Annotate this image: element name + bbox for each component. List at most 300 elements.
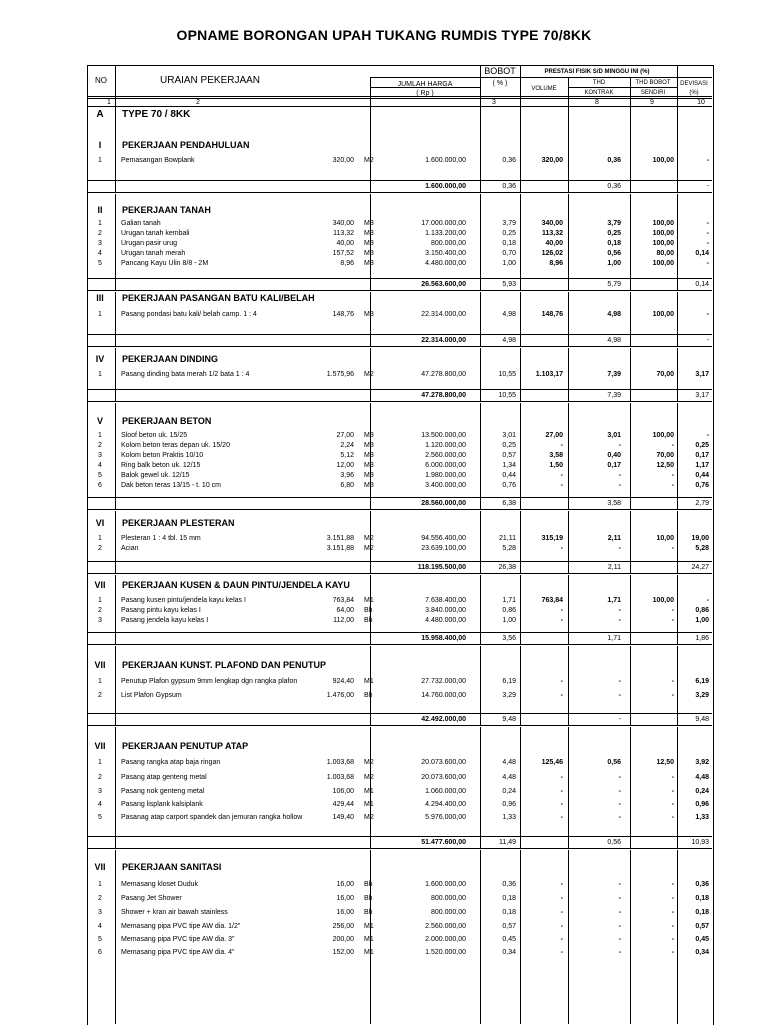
item-number: 4 xyxy=(98,923,102,930)
item-unit: M3 xyxy=(364,220,374,227)
item-thd-kontrak: - xyxy=(618,909,621,916)
section-total-thd-kontrak: - xyxy=(618,716,621,723)
column-number-2: 2 xyxy=(196,99,200,106)
item-thd-sendiri: - xyxy=(671,909,674,916)
item-description: Sloof beton uk. 15/25 xyxy=(121,432,188,439)
item-bobot: 21,11 xyxy=(499,535,516,542)
item-number: 2 xyxy=(98,442,102,449)
item-thd-kontrak: 3,01 xyxy=(607,432,621,439)
column-number-rule xyxy=(87,106,712,107)
item-bobot: 0,25 xyxy=(502,230,516,237)
item-volume: 1.103,17 xyxy=(535,371,563,378)
header-col-rule-sendiri xyxy=(677,65,678,106)
item-volume: 1,50 xyxy=(549,462,563,469)
item-quantity: 12,00 xyxy=(336,462,354,469)
section-total-thd-kontrak: 7,39 xyxy=(607,392,621,399)
item-number: 2 xyxy=(98,545,102,552)
item-bobot: 0,96 xyxy=(502,801,516,808)
item-number: 3 xyxy=(98,617,102,624)
section-column-rule xyxy=(568,194,569,290)
section-column-rule xyxy=(630,850,631,1024)
section-total-top-rule xyxy=(87,497,712,498)
section-total-bobot: 6,38 xyxy=(502,500,516,507)
item-volume: - xyxy=(560,774,563,781)
section-total-top-rule xyxy=(87,561,712,562)
item-quantity: 320,00 xyxy=(332,157,354,164)
section-total-bottom-rule xyxy=(87,725,712,726)
section-title: PEKERJAAN TANAH xyxy=(122,205,211,215)
item-devisasi: 0,44 xyxy=(695,472,709,479)
item-description: Pasang pintu kayu kelas I xyxy=(121,607,201,614)
item-quantity: 924,40 xyxy=(332,678,354,685)
item-volume: - xyxy=(560,692,563,699)
item-jumlah-harga: 4.480.000,00 xyxy=(425,260,466,267)
item-devisasi: 3,92 xyxy=(695,759,709,766)
header-col-rule-jumlah xyxy=(480,65,481,106)
section-roman: VII xyxy=(94,660,106,670)
item-thd-kontrak: - xyxy=(618,774,621,781)
item-number: 1 xyxy=(98,597,102,604)
item-description: Balok gewel uk. 12/15 xyxy=(121,472,190,479)
item-thd-sendiri: 100,00 xyxy=(652,432,674,439)
header-volume: VOLUME xyxy=(531,86,557,92)
section-total-bobot: 9,48 xyxy=(502,716,516,723)
header-col-rule-no xyxy=(115,65,116,106)
section-total-bobot: 11,49 xyxy=(499,839,516,846)
item-thd-sendiri: - xyxy=(671,881,674,888)
item-unit: M3 xyxy=(364,240,374,247)
item-quantity: 149,40 xyxy=(332,814,354,821)
item-description: Pancang Kayu Ulin 8/8 - 2M xyxy=(121,260,209,267)
item-number: 1 xyxy=(98,759,102,766)
section-column-rule xyxy=(630,575,631,644)
item-thd-kontrak: 0,56 xyxy=(607,250,621,257)
item-devisasi: 0,18 xyxy=(695,909,709,916)
item-thd-sendiri: - xyxy=(671,895,674,902)
item-jumlah-harga: 1.120.000,00 xyxy=(425,442,466,449)
item-jumlah-harga: 4.294.400,00 xyxy=(425,801,466,808)
item-unit: M2 xyxy=(364,759,374,766)
item-bobot: 0,25 xyxy=(502,442,516,449)
item-quantity: 1.003,68 xyxy=(326,759,354,766)
section-total-devisasi: - xyxy=(706,183,709,190)
item-thd-kontrak: - xyxy=(618,442,621,449)
item-thd-sendiri: - xyxy=(671,442,674,449)
item-volume: 8,96 xyxy=(549,260,563,267)
item-quantity: 16,00 xyxy=(336,881,354,888)
item-bobot: 1,00 xyxy=(502,617,516,624)
item-volume: - xyxy=(560,545,563,552)
item-bobot: 4,48 xyxy=(502,759,516,766)
item-bobot: 0,36 xyxy=(502,157,516,164)
item-description: Pasanag atap carport spandek dan jemuran rangka hollow xyxy=(121,814,303,821)
item-description: Pasang pondasi batu kali/ belah camp. 1 : 4 xyxy=(121,311,257,318)
section-total-thd-kontrak: 1,71 xyxy=(607,635,621,642)
item-devisasi: 0,17 xyxy=(695,452,709,459)
item-description: Pasang nok genteng metal xyxy=(121,788,205,795)
item-devisasi: 1,17 xyxy=(695,462,709,469)
section-title: PEKERJAAN BETON xyxy=(122,416,212,426)
header-prestasi: PRESTASI FISIK S/D MINGGU INI (%) xyxy=(544,69,650,75)
section-total-bottom-rule xyxy=(87,346,712,347)
section-column-rule xyxy=(630,348,631,401)
item-description: Ring balk beton uk. 12/15 xyxy=(121,462,201,469)
item-devisasi: 4,48 xyxy=(695,774,709,781)
item-unit: M2 xyxy=(364,774,374,781)
section-column-rule xyxy=(568,575,569,644)
section-roman: II xyxy=(97,205,103,215)
section-column-rule xyxy=(630,727,631,848)
header-thd-kontrak-1: THD xyxy=(592,80,606,86)
item-devisasi: 0,57 xyxy=(695,923,709,930)
item-volume: - xyxy=(560,442,563,449)
section-total-bobot: 4,98 xyxy=(502,337,516,344)
item-description: Urugan pasir urug xyxy=(121,240,178,247)
section-total-bobot: 5,93 xyxy=(502,281,516,288)
item-quantity: 152,00 xyxy=(332,949,354,956)
item-number: 1 xyxy=(98,535,102,542)
item-jumlah-harga: 3.840.000,00 xyxy=(425,607,466,614)
item-unit: Bh xyxy=(364,881,373,888)
item-number: 2 xyxy=(98,895,102,902)
item-thd-sendiri: - xyxy=(671,788,674,795)
item-volume: - xyxy=(560,617,563,624)
section-total-thd-kontrak: 2,11 xyxy=(607,564,621,571)
section-total-top-rule xyxy=(87,632,712,633)
section-title: PEKERJAAN PLESTERAN xyxy=(122,518,235,528)
item-jumlah-harga: 2.560.000,00 xyxy=(425,452,466,459)
item-jumlah-harga: 6.000.000,00 xyxy=(425,462,466,469)
section-column-rule xyxy=(630,194,631,290)
section-total-thd-kontrak: 3,58 xyxy=(607,500,621,507)
item-quantity: 64,00 xyxy=(336,607,354,614)
item-thd-sendiri: 100,00 xyxy=(652,260,674,267)
item-bobot: 3,01 xyxy=(502,432,516,439)
item-number: 6 xyxy=(98,949,102,956)
section-total-jumlah-harga: 118.195.500,00 xyxy=(417,564,466,571)
item-devisasi: 0,18 xyxy=(695,895,709,902)
item-thd-kontrak: - xyxy=(618,936,621,943)
item-description: Memasang pipa PVC tipe AW dia. 1/2" xyxy=(121,923,241,930)
item-quantity: 112,00 xyxy=(333,617,354,624)
item-quantity: 2,24 xyxy=(340,442,354,449)
section-total-jumlah-harga: 15.958.400,00 xyxy=(421,635,466,642)
item-bobot: 3,29 xyxy=(502,692,516,699)
section-total-jumlah-harga: 22.314.000,00 xyxy=(421,337,466,344)
item-description: Shower + kran air bawah stainless xyxy=(121,909,228,916)
item-thd-sendiri: 80,00 xyxy=(656,250,674,257)
item-description: Dak beton teras 13/15 - t. 10 cm xyxy=(121,482,221,489)
section-total-devisasi: 0,14 xyxy=(695,281,709,288)
item-thd-sendiri: - xyxy=(671,949,674,956)
item-unit: M3 xyxy=(364,472,374,479)
section-total-jumlah-harga: 28.560.000,00 xyxy=(421,500,466,507)
item-thd-sendiri: - xyxy=(671,814,674,821)
item-jumlah-harga: 800.000,00 xyxy=(430,909,466,916)
item-number: 3 xyxy=(98,788,102,795)
item-devisasi: - xyxy=(706,220,709,227)
item-bobot: 1,00 xyxy=(502,260,516,267)
column-number-9: 9 xyxy=(650,99,654,106)
item-thd-sendiri: - xyxy=(671,801,674,808)
item-thd-sendiri: 100,00 xyxy=(652,230,674,237)
page-title: OPNAME BORONGAN UPAH TUKANG RUMDIS TYPE 70/8KK xyxy=(176,27,592,43)
item-devisasi: - xyxy=(706,240,709,247)
item-jumlah-harga: 94.556.400,00 xyxy=(421,535,466,542)
item-description: Pasang rangka atap baja ringan xyxy=(121,759,221,766)
item-quantity: 3,96 xyxy=(340,472,354,479)
item-volume: - xyxy=(560,923,563,930)
item-volume: - xyxy=(560,909,563,916)
item-unit: M3 xyxy=(364,260,374,267)
item-jumlah-harga: 22.314.000,00 xyxy=(421,311,466,318)
item-thd-sendiri: - xyxy=(671,482,674,489)
section-title: PEKERJAAN KUNST. PLAFOND DAN PENUTUP xyxy=(122,660,327,670)
item-quantity: 1.003,68 xyxy=(326,774,354,781)
column-number-1: 1 xyxy=(107,99,111,106)
item-thd-sendiri: 10,00 xyxy=(656,535,674,542)
item-jumlah-harga: 20.073.600,00 xyxy=(421,774,466,781)
section-total-jumlah-harga: 47.278.800,00 xyxy=(421,392,466,399)
item-devisasi: - xyxy=(706,260,709,267)
item-thd-sendiri: 100,00 xyxy=(652,220,674,227)
jumlah-top-rule xyxy=(370,77,520,78)
type-label: TYPE 70 / 8KK xyxy=(122,109,191,120)
item-quantity: 6,80 xyxy=(340,482,354,489)
header-rp: ( Rp ) xyxy=(416,90,434,97)
item-thd-kontrak: - xyxy=(618,923,621,930)
item-number: 1 xyxy=(98,157,102,164)
section-title: PEKERJAAN DINDING xyxy=(122,354,219,364)
item-number: 2 xyxy=(98,774,102,781)
item-quantity: 1.575,96 xyxy=(326,371,354,378)
item-bobot: 0,76 xyxy=(502,482,516,489)
section-title: PEKERJAAN PENDAHULUAN xyxy=(122,140,250,150)
item-devisasi: 6,19 xyxy=(695,678,709,685)
section-total-jumlah-harga: 26.563.600,00 xyxy=(421,281,466,288)
item-number: 1 xyxy=(98,220,102,227)
item-unit: M1 xyxy=(364,949,374,956)
header-devisasi-2: (%) xyxy=(689,90,699,96)
item-volume: 126,02 xyxy=(541,250,563,257)
item-thd-kontrak: 3,79 xyxy=(607,220,621,227)
item-description: Galian tanah xyxy=(121,220,161,227)
section-total-devisasi: 24,27 xyxy=(691,564,709,571)
section-total-jumlah-harga: 51.477.600,00 xyxy=(421,839,466,846)
item-thd-kontrak: - xyxy=(618,607,621,614)
item-jumlah-harga: 1.060.000,00 xyxy=(425,788,466,795)
item-description: Kolom beton teras depan uk. 15/20 xyxy=(121,442,230,449)
item-volume: - xyxy=(560,482,563,489)
section-total-top-rule xyxy=(87,180,712,181)
header-thd-kontrak-2: KONTRAK xyxy=(584,90,614,96)
section-total-bottom-rule xyxy=(87,509,712,510)
item-thd-kontrak: 0,18 xyxy=(607,240,621,247)
item-volume: 315,19 xyxy=(541,535,563,542)
item-description: Urugan tanah kembali xyxy=(121,230,190,237)
item-description: List Plafon Gypsum xyxy=(121,692,182,699)
item-thd-sendiri: 100,00 xyxy=(652,240,674,247)
item-jumlah-harga: 1.520.000,00 xyxy=(425,949,466,956)
header-no: NO xyxy=(95,76,107,85)
item-bobot: 3,79 xyxy=(502,220,516,227)
section-roman: VII xyxy=(94,580,106,590)
section-column-rule xyxy=(630,403,631,509)
column-number-8: 8 xyxy=(595,99,599,106)
section-total-devisasi: 1,86 xyxy=(695,635,709,642)
item-quantity: 27,00 xyxy=(336,432,354,439)
item-unit: M1 xyxy=(364,597,374,604)
section-total-top-rule xyxy=(87,836,712,837)
item-bobot: 0,44 xyxy=(502,472,516,479)
section-total-bobot: 26,38 xyxy=(498,564,516,571)
item-quantity: 16,00 xyxy=(336,909,354,916)
item-description: Pemasangan Bowplank xyxy=(121,157,195,164)
item-devisasi: 19,00 xyxy=(691,535,709,542)
item-number: 3 xyxy=(98,452,102,459)
item-thd-kontrak: 1,00 xyxy=(607,260,621,267)
item-thd-sendiri: 70,00 xyxy=(656,452,674,459)
section-total-devisasi: 3,17 xyxy=(695,392,709,399)
section-column-rule xyxy=(630,511,631,573)
item-quantity: 3.151,88 xyxy=(326,545,354,552)
item-jumlah-harga: 800.000,00 xyxy=(430,895,466,902)
item-devisasi: 3,29 xyxy=(695,692,709,699)
item-quantity: 8,96 xyxy=(340,260,354,267)
item-quantity: 256,00 xyxy=(332,923,354,930)
item-unit: M1 xyxy=(364,923,374,930)
item-devisasi: 1,00 xyxy=(695,617,709,624)
section-roman: IV xyxy=(95,354,105,364)
item-thd-kontrak: - xyxy=(618,472,621,479)
section-total-bottom-rule xyxy=(87,573,712,574)
item-thd-sendiri: - xyxy=(671,692,674,699)
item-devisasi: 0,36 xyxy=(695,881,709,888)
item-volume: - xyxy=(560,472,563,479)
item-devisasi: 3,17 xyxy=(695,371,709,378)
section-total-bobot: 10,55 xyxy=(498,392,516,399)
item-thd-kontrak: 0,17 xyxy=(607,462,621,469)
item-jumlah-harga: 1.600.000,00 xyxy=(425,157,466,164)
item-unit: M3 xyxy=(364,250,374,257)
header-col-rule-uraian xyxy=(370,77,371,106)
item-volume: 27,00 xyxy=(545,432,563,439)
item-description: Memasang pipa PVC tipe AW dia. 4" xyxy=(121,949,235,956)
item-volume: - xyxy=(560,814,563,821)
item-volume: - xyxy=(560,788,563,795)
item-thd-kontrak: - xyxy=(618,801,621,808)
section-title: PEKERJAAN SANITASI xyxy=(122,862,222,872)
section-roman: III xyxy=(96,293,104,303)
item-devisasi: 1,33 xyxy=(695,814,709,821)
item-description: Pasang jendela kayu kelas I xyxy=(121,617,209,624)
item-devisasi: 0,25 xyxy=(695,442,709,449)
item-bobot: 0,70 xyxy=(502,250,516,257)
item-volume: - xyxy=(560,936,563,943)
item-number: 6 xyxy=(98,482,102,489)
section-total-top-rule xyxy=(87,389,712,390)
item-quantity: 16,00 xyxy=(336,895,354,902)
item-description: Penutup Plafon gypsum 9mm lengkap dgn rangka plafon xyxy=(121,678,298,685)
item-jumlah-harga: 7.638.400,00 xyxy=(425,597,466,604)
item-number: 2 xyxy=(98,607,102,614)
header-uraian: URAIAN PEKERJAAN xyxy=(160,75,261,86)
section-total-bottom-rule xyxy=(87,290,712,291)
item-thd-kontrak: - xyxy=(618,692,621,699)
section-total-devisasi: - xyxy=(706,337,709,344)
item-number: 1 xyxy=(98,678,102,685)
item-bobot: 1,34 xyxy=(502,462,516,469)
item-quantity: 5,12 xyxy=(340,452,354,459)
item-description: Pasang dinding bata merah 1/2 bata 1 : 4 xyxy=(121,371,250,378)
section-total-jumlah-harga: 42.492.000,00 xyxy=(421,716,466,723)
item-unit: M3 xyxy=(364,452,374,459)
item-number: 1 xyxy=(98,371,102,378)
item-bobot: 5,28 xyxy=(502,545,516,552)
item-jumlah-harga: 14.760.000,00 xyxy=(421,692,466,699)
item-thd-sendiri: - xyxy=(671,923,674,930)
section-total-thd-kontrak: 0,56 xyxy=(607,839,621,846)
item-unit: Bh xyxy=(364,909,373,916)
item-bobot: 0,45 xyxy=(502,936,516,943)
section-column-rule xyxy=(568,348,569,401)
item-quantity: 157,52 xyxy=(332,250,354,257)
item-number: 4 xyxy=(98,801,102,808)
item-unit: M1 xyxy=(364,678,374,685)
item-quantity: 113,32 xyxy=(333,230,354,237)
section-column-rule xyxy=(568,511,569,573)
section-total-jumlah-harga: 1.600.000,00 xyxy=(425,183,466,190)
item-thd-kontrak: 0,25 xyxy=(607,230,621,237)
item-bobot: 0,18 xyxy=(502,240,516,247)
item-thd-sendiri: 70,00 xyxy=(656,371,674,378)
item-thd-kontrak: 0,56 xyxy=(607,759,621,766)
item-bobot: 10,55 xyxy=(498,371,516,378)
item-jumlah-harga: 4.480.000,00 xyxy=(425,617,466,624)
item-thd-sendiri: - xyxy=(671,678,674,685)
item-jumlah-harga: 47.278.800,00 xyxy=(421,371,466,378)
item-volume: - xyxy=(560,678,563,685)
item-bobot: 0,18 xyxy=(502,895,516,902)
item-quantity: 3.151,88 xyxy=(326,535,354,542)
item-unit: M2 xyxy=(364,814,374,821)
item-bobot: 0,24 xyxy=(502,788,516,795)
item-number: 5 xyxy=(98,472,102,479)
item-number: 5 xyxy=(98,260,102,267)
item-thd-kontrak: 0,36 xyxy=(607,157,621,164)
item-bobot: 0,36 xyxy=(502,881,516,888)
item-thd-sendiri: - xyxy=(671,607,674,614)
item-description: Pasang atap genteng metal xyxy=(121,774,207,781)
item-unit: Bh xyxy=(364,607,373,614)
item-jumlah-harga: 3.150.400,00 xyxy=(425,250,466,257)
item-volume: - xyxy=(560,949,563,956)
item-bobot: 0,18 xyxy=(502,909,516,916)
item-thd-sendiri: - xyxy=(671,545,674,552)
section-column-rule xyxy=(115,348,116,401)
section-total-devisasi: 9,48 xyxy=(695,716,709,723)
item-description: Memasang pipa PVC tipe AW dia. 3" xyxy=(121,936,235,943)
section-column-rule xyxy=(568,403,569,509)
item-unit: M2 xyxy=(364,545,374,552)
item-thd-sendiri: 100,00 xyxy=(652,311,674,318)
item-devisasi: - xyxy=(706,157,709,164)
item-thd-kontrak: - xyxy=(618,545,621,552)
item-number: 4 xyxy=(98,462,102,469)
header-col-rule-kontrak xyxy=(630,77,631,106)
column-number-3: 3 xyxy=(492,99,496,106)
item-thd-sendiri: 100,00 xyxy=(652,597,674,604)
